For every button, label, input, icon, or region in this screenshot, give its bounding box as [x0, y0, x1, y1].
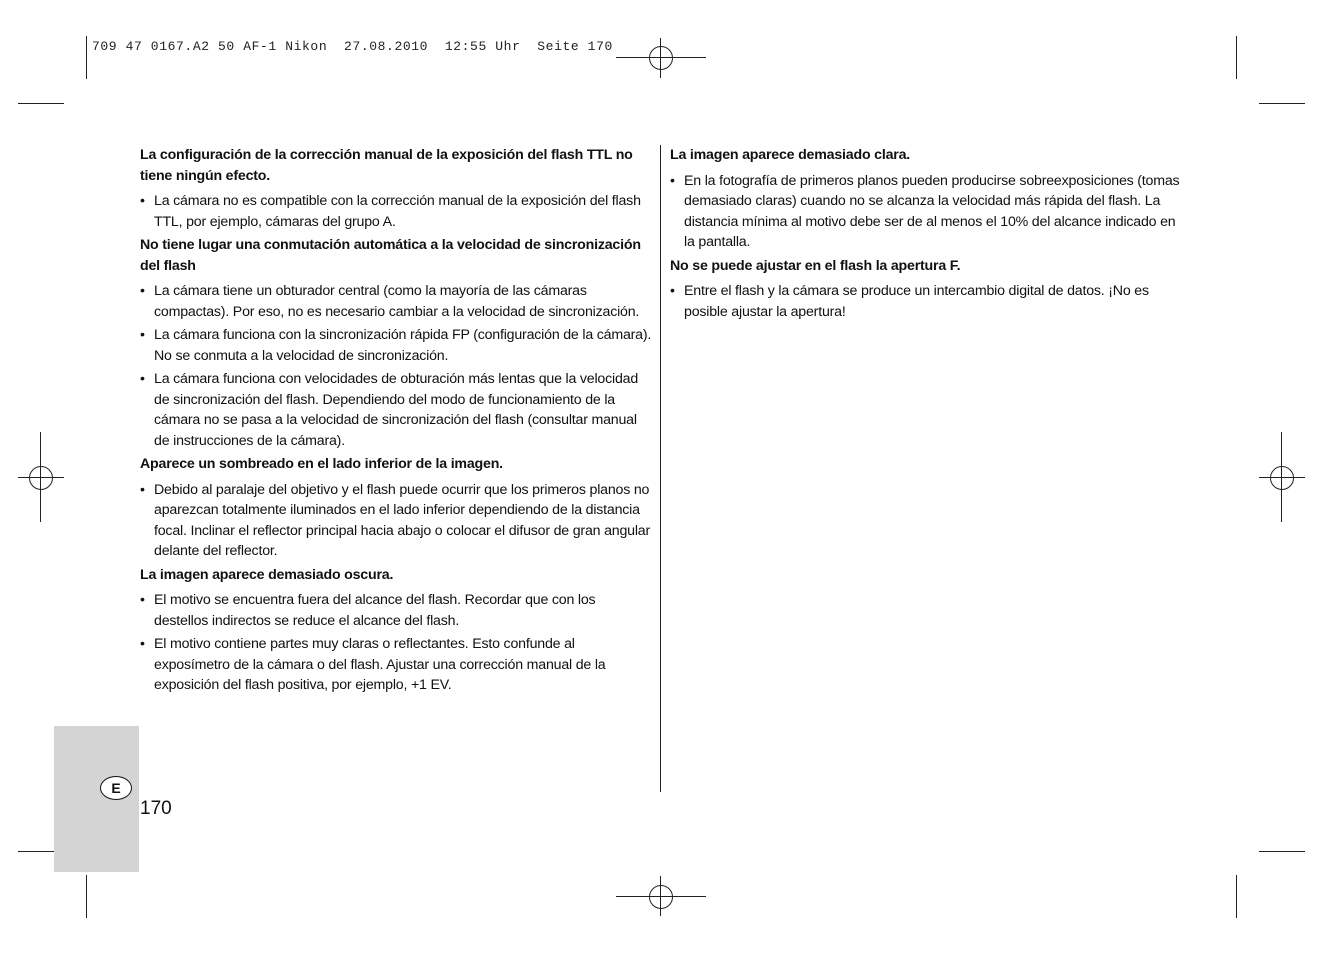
print-slug-line: 709 47 0167.A2 50 AF-1 Nikon 27.08.2010 12:55 Uhr Seite 170: [92, 39, 613, 54]
section-heading: La imagen aparece demasiado oscura.: [140, 566, 394, 583]
left-column: [140, 145, 652, 699]
section-heading: Aparece un sombreado en el lado inferior de la imagen.: [140, 456, 503, 472]
bullet-item: • El motivo se encuentra fuera del alcance del flash. Recordar que con los destellos indirectos se reduce el alcance del flash.: [140, 592, 596, 629]
section: [140, 145, 652, 232]
crop-mark: [1236, 875, 1237, 918]
section-heading: La imagen aparece demasiado clara.: [670, 147, 911, 163]
bullet-item: • Entre el flash y la cámara se produce un intercambio digital de datos. ¡No es posible ajustar la apertura!: [670, 283, 1149, 320]
bullet-item: • La cámara no es compatible con la corrección manual de la exposición del flash TTL, por ejemplo, cámaras del grupo A.: [140, 193, 641, 230]
bullet-item: • En la fotografía de primeros planos pueden producirse sobreexposiciones (tomas demasiado claras) cuando no se alcanza la velocidad más rápida del flash. La distancia mínima al motivo debe ser de al menos el 10% del alcance indicado en la pantalla.: [670, 172, 1180, 250]
section: [670, 145, 1185, 253]
crop-mark: [86, 875, 87, 918]
section-heading: La configuración de la corrección manual de la exposición del flash TTL no tiene ningún efecto.: [140, 147, 633, 184]
crop-mark: [86, 36, 87, 79]
crop-mark: [18, 103, 64, 104]
crop-mark: [1236, 36, 1237, 79]
section-heading: No tiene lugar una conmutación automática a la velocidad de sincronización del flash: [140, 237, 641, 274]
section: [140, 235, 652, 451]
bullet-item: • Debido al paralaje del objetivo y el flash puede ocurrir que los primeros planos no aparezcan totalmente iluminados en el lado inferior dependiendo de la distancia focal. Inclinar el reflector principal hacia abajo o colocar el difusor de gran angular delante del reflector.: [140, 481, 651, 559]
section: [140, 565, 652, 696]
section-heading: No se puede ajustar en el flash la apertura F.: [670, 257, 961, 274]
section: [140, 454, 652, 562]
crop-mark: [1259, 103, 1305, 104]
section: [670, 256, 1185, 323]
crop-mark: [1259, 851, 1305, 852]
bullet-item: • La cámara funciona con la sincronización rápida FP (configuración de la cámara). No se conmuta a la velocidad de sincronización.: [140, 327, 652, 364]
bullet-item: • La cámara funciona con velocidades de obturación más lentas que la velocidad de sincronización del flash. Dependiendo del modo de funcionamiento de la cámara no se pasa a la velocidad de sincronización del flash (consultar manual de instrucciones de la cámara).: [140, 371, 639, 449]
language-badge: E: [100, 776, 132, 800]
page-number: 170: [140, 798, 172, 819]
language-tab-background: [54, 726, 139, 872]
right-column: [670, 145, 1185, 325]
bullet-item: • El motivo contiene partes muy claras o reflectantes. Esto confunde al exposímetro de la cámara o del flash. Ajustar una corrección manual de la exposición del flash positiva, por ejemplo, +1 EV.: [140, 636, 606, 693]
column-divider: [660, 145, 661, 792]
bullet-item: • La cámara tiene un obturador central (como la mayoría de las cámaras compactas). Por eso, no es necesario cambiar a la velocidad de sincronización.: [140, 283, 640, 320]
